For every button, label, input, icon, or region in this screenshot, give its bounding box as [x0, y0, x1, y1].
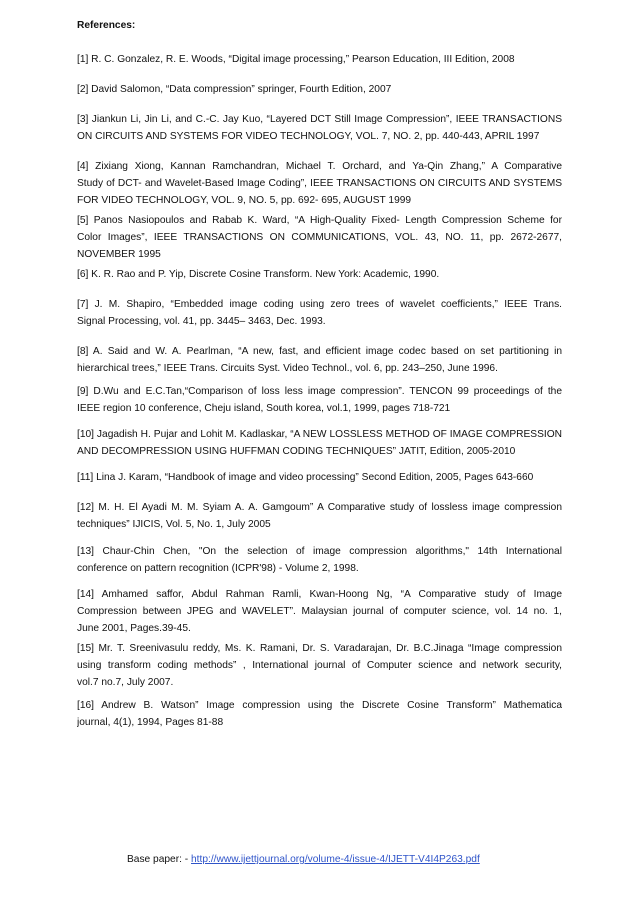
footer-prefix: Base paper: - [127, 854, 191, 865]
reference-line: [14] Amhamed saffor, Abdul Rahman Ramli, Kwan-Hoong Ng, “A Comparative study of Image [77, 589, 562, 600]
reference-item [77, 343, 562, 377]
reference-item [77, 296, 562, 330]
reference-item [77, 383, 562, 417]
reference-line: NOVEMBER 1995 [77, 249, 161, 260]
reference-item [77, 212, 562, 263]
reference-line: FOR VIDEO TECHNOLOGY, VOL. 9, NO. 5, pp. 692- 695, AUGUST 1999 [77, 195, 412, 206]
reference-line: [5] Panos Nasiopoulos and Rabab K. Ward, “A High-Quality Fixed- Length Compression Scheme for [77, 215, 562, 226]
reference-line: techniques” IJICIS, Vol. 5, No. 1, July 2005 [77, 519, 271, 530]
reference-item [77, 640, 562, 691]
reference-line: June 2001, Pages.39-45. [77, 623, 191, 634]
reference-line: [6] K. R. Rao and P. Yip, Discrete Cosine Transform. New York: Academic, 1990. [77, 269, 440, 280]
reference-line: [4] Zixiang Xiong, Kannan Ramchandran, Michael T. Orchard, and Ya-Qin Zhang,” A Comparative [77, 161, 562, 172]
reference-line: Signal Processing, vol. 41, pp. 3445– 3463, Dec. 1993. [77, 316, 326, 327]
reference-line: vol.7 no.7, July 2007. [77, 677, 174, 688]
reference-line: Compression between JPEG and WAVELET”. Malaysian journal of computer science, vol. 14 no. 1, [77, 606, 562, 617]
references-heading: References: [77, 20, 136, 31]
reference-item [77, 543, 562, 577]
base-paper-link[interactable]: http://www.ijettjournal.org/volume-4/issue-4/IJETT-V4I4P263.pdf [191, 854, 480, 865]
reference-item [77, 426, 562, 460]
reference-line: Color Images”, IEEE TRANSACTIONS ON COMMUNICATIONS, VOL. 43, NO. 11, pp. 2672-2677, [77, 232, 562, 243]
reference-item [77, 111, 562, 145]
reference-item [77, 697, 562, 731]
reference-line: IEEE region 10 conference, Cheju island, South korea, vol.1, 1999, pages 718-721 [77, 403, 451, 414]
reference-line: [8] A. Said and W. A. Pearlman, “A new, fast, and efficient image codec based on set partitioning in [77, 346, 562, 357]
reference-line: [12] M. H. El Ayadi M. M. Syiam A. A. Gamgoum” A Comparative study of lossless image compression [77, 502, 562, 513]
reference-line: Study of DCT- and Wavelet-Based Image Coding”, IEEE TRANSACTIONS ON CIRCUITS AND SYSTEMS [77, 178, 562, 189]
reference-line: [7] J. M. Shapiro, “Embedded image coding using zero trees of wavelet coefficients,” IEEE Trans. [77, 299, 562, 310]
reference-item [77, 266, 562, 283]
reference-line: [15] Mr. T. Sreenivasulu reddy, Ms. K. Ramani, Dr. S. Varadarajan, Dr. B.C.Jinaga “Image compression [77, 643, 562, 654]
reference-item [77, 51, 562, 68]
reference-line: [10] Jagadish H. Pujar and Lohit M. Kadlaskar, “A NEW LOSSLESS METHOD OF IMAGE COMPRESSION [77, 429, 562, 440]
reference-item [77, 469, 562, 486]
reference-line: conference on pattern recognition (ICPR'98) - Volume 2, 1998. [77, 563, 359, 574]
reference-line: AND DECOMPRESSION USING HUFFMAN CODING TECHNIQUES” JATIT, Edition, 2005-2010 [77, 446, 516, 457]
base-paper-footer [127, 851, 480, 868]
reference-item [77, 586, 562, 637]
reference-line: [1] R. C. Gonzalez, R. E. Woods, “Digital image processing,” Pearson Education, III Edition, 2008 [77, 54, 515, 65]
reference-item [77, 499, 562, 533]
reference-item [77, 81, 562, 98]
reference-line: [3] Jiankun Li, Jin Li, and C.-C. Jay Kuo, “Layered DCT Still Image Compression”, IEEE TRANSACTIONS [77, 114, 562, 125]
reference-line: [16] Andrew B. Watson” Image compression using the Discrete Cosine Transform” Mathematica [77, 700, 562, 711]
reference-line: [11] Lina J. Karam, “Handbook of image and video processing” Second Edition, 2005, Pages 643-660 [77, 472, 534, 483]
reference-line: using transform coding methods” , International journal of Computer science and network security, [77, 660, 562, 671]
reference-line: hierarchical trees,” IEEE Trans. Circuits Syst. Video Technol., vol. 6, pp. 243–250, June 1996. [77, 363, 498, 374]
reference-line: [9] D.Wu and E.C.Tan,“Comparison of loss less image compression”. TENCON 99 proceedings of the [77, 386, 562, 397]
reference-line: [2] David Salomon, “Data compression” springer, Fourth Edition, 2007 [77, 84, 392, 95]
reference-line: [13] Chaur-Chin Chen, "On the selection of image compression algorithms," 14th International [77, 546, 562, 557]
reference-line: journal, 4(1), 1994, Pages 81-88 [77, 717, 224, 728]
reference-item [77, 158, 562, 209]
reference-line: ON CIRCUITS AND SYSTEMS FOR VIDEO TECHNOLOGY, VOL. 7, NO. 2, pp. 440-443, APRIL 1997 [77, 131, 540, 142]
